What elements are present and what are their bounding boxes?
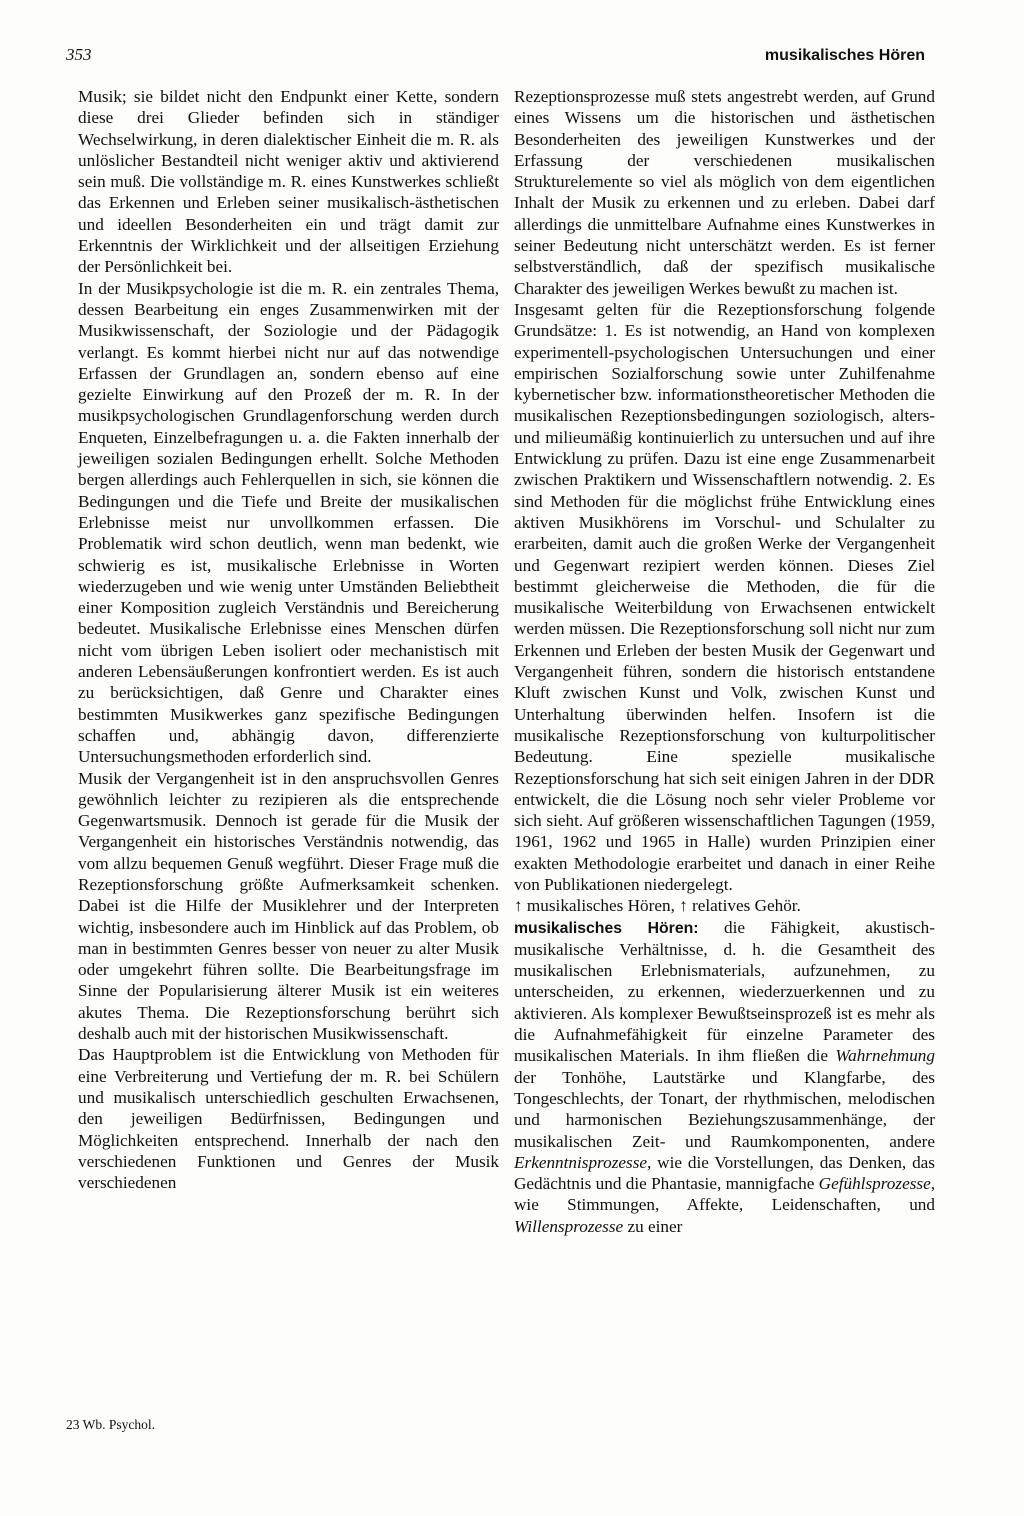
entry-text: , wie Stimmungen, Affekte, Leidenschaften, und [514, 1174, 935, 1215]
entry-term: musikalisches Hören: [514, 919, 699, 937]
dictionary-entry [514, 917, 935, 1237]
paragraph: Musik; sie bildet nicht den Endpunkt einer Kette, sondern diese drei Glieder befinden sich in ständiger Wechselwirkung, in deren dialektischer Einheit die m. R. als unlöslicher Bestandteil nicht weniger aktiv und aktivierend sein muß. Die vollständige m. R. eines Kunstwerkes schließt das Erkennen und Erleben seiner musikalisch-ästhetischen und ideellen Besonderheiten ein und trägt damit zur Erkenntnis der Wirklichkeit und der allseitigen Erziehung der Persönlichkeit bei. [78, 87, 499, 277]
entry-emphasis: Willensprozesse [514, 1216, 624, 1236]
paragraph: Das Hauptproblem ist die Entwicklung von Methoden für eine Verbreiterung und Vertiefung der m. R. bei Schülern und musikalisch unterschiedlich geschulten Erwachsenen, den jeweiligen Bedürfnissen, Bedingungen und Möglichkeiten entsprechend. Innerhalb der nach den verschiedenen Funktionen und Genres der Musik verschiedenen [78, 1045, 499, 1193]
right-column [514, 86, 935, 1237]
cross-reference: ↑ musikalisches Hören, ↑ relatives Gehör. [514, 896, 801, 916]
left-column [78, 86, 499, 1193]
entry-text: die Fähigkeit, akustisch-musikalische Verhältnisse, d. h. die Gesamtheit des musikalischen Erlebnismaterials, aufzunehmen, zu unterscheiden, zu erkennen, wiederzuerkennen und zu aktivieren. Als komplexer Bewußtseinsprozeß ist es mehr als die Aufnahmefähigkeit für einzelne Parameter des musikalischen Materials. In ihm fließen die [514, 917, 935, 1066]
entry-emphasis: Erkenntnisprozesse [514, 1152, 648, 1172]
paragraph: In der Musikpsychologie ist die m. R. ein zentrales Thema, dessen Bearbeitung ein enges Zusammenwirken mit der Musikwissenschaft, der Soziologie und der Pädagogik verlangt. Es kommt hierbei nicht nur auf das notwendige Erfassen der Grundlagen an, sondern ebenso auf eine gezielte Einwirkung auf den Prozeß der m. R. In der musikpsychologischen Grundlagenforschung werden durch Enqueten, Einzelbefragungen u. a. die Fakten innerhalb der jeweiligen sozialen Bedingungen erhellt. Solche Methoden bergen allerdings auch Fehlerquellen in sich, sie können die Bedingungen und die Tiefe und Breite der musikalischen Erlebnisse meist nur unvollkommen erfassen. Die Problematik wird schon deutlich, wenn man bedenkt, wie schwierig es ist, musikalische Erlebnisse in Worten wiederzugeben und wie wenig unter Umständen Beliebtheit einer Komposition zugleich Verständnis und Bereicherung bedeutet. Musikalische Erlebnisse eines Menschen dürfen nicht vom übrigen Leben isoliert oder mechanistisch mit anderen Lebensäußerungen konfrontiert werden. Es ist auch zu berücksichtigen, daß Genre und Charakter eines bestimmten Musikwerkes ganz spezifische Bedingungen schaffen und, abhängig davon, differenzierte Untersuchungsmethoden erforderlich sind. [78, 278, 499, 767]
page-number: 353 [66, 45, 92, 64]
entry-text: der Tonhöhe, Lautstärke und Klangfarbe, des Tongeschlechts, der Tonart, der rhythmischen, melodischen und harmonischen Beziehungszusammenhänge, der musikalischen Zeit- und Raumkomponenten, andere [514, 1067, 935, 1151]
paragraph: Musik der Vergangenheit ist in den anspruchsvollen Genres gewöhnlich leichter zu rezipieren als die entsprechende Gegenwartsmusik. Dennoch ist gerade für die Musik der Vergangenheit ein historisches Verständnis notwendig, das vom allzu bequemen Genuß wegführt. Dieser Frage muß die Rezeptionsforschung größte Aufmerksamkeit schenken. Dabei ist die Hilfe der Musiklehrer und der Interpreten wichtig, insbesondere auch im Hinblick auf das Problem, ob man in bestimmten Genres besser von neuer zu alter Musik oder umgekehrt führen sollte. Die Bearbeitungsfrage im Sinne der Popularisierung älterer Musik ist ein weiteres akutes Thema. Die Rezeptionsforschung berührt sich deshalb auch mit der historischen Musikwissenschaft. [78, 768, 499, 1044]
footer-signature: 23 Wb. Psychol. [66, 1417, 156, 1432]
entry-emphasis: Gefühlsprozesse [818, 1174, 931, 1194]
paragraph: Rezeptionsprozesse muß stets angestrebt werden, auf Grund eines Wissens um die historischen und ästhetischen Besonderheiten des jeweiligen Kunstwerkes und der Erfassung der verschiedenen musikalischen Strukturelemente so viel als möglich von dem eigentlichen Inhalt der Musik zu erkennen und zu erleben. Dabei darf allerdings die unmittelbare Aufnahme eines Kunstwerkes in seiner Bedeutung nicht unterschätzt werden. Es ist ferner selbstverständlich, daß der spezifisch musikalische Charakter des jeweiligen Werkes bewußt zu machen ist. [514, 87, 935, 298]
entry-text: , wie die Vorstellungen, das Denken, das Gedächtnis und die Phantasie, mannigfache [514, 1152, 935, 1194]
running-head: musikalisches Hören [764, 47, 925, 64]
entry-text: zu einer [623, 1216, 683, 1236]
paragraph: Insgesamt gelten für die Rezeptionsforschung folgende Grundsätze: 1. Es ist notwendig, an Hand von komplexen experimentell-psychologischen Untersuchungen und einer empirischen Sozialforschung sowie unter Zuhilfenahme kybernetischer bzw. informationstheoretischer Methoden die musikalischen Rezeptionsbedingungen soziologisch, alters- und milieumäßig kontinuierlich zu untersuchen und auf ihre Entwicklung zu prüfen. Dazu ist eine enge Zusammenarbeit zwischen Praktikern und Wissenschaftlern notwendig. 2. Es sind Methoden für die möglichst frühe Entwicklung eines aktiven Musikhörens im Vorschul- und Schulalter zu erarbeiten, damit auch die großen Werke der Vergangenheit und Gegenwart rezipiert werden können. Dieses Ziel bestimmt gleicherweise die Methoden, die für die musikalische Weiterbildung von Erwachsenen entwickelt werden müssen. Die Rezeptionsforschung soll nicht nur zum Erkennen und Erleben der besten Musik der Gegenwart und Vergangenheit führen, sondern die historisch entstandene Kluft zwischen Kunst und Volk, zwischen Kunst und Unterhaltung überwinden helfen. Insofern ist die musikalische Rezeptionsforschung von kulturpolitischer Bedeutung. Eine spezielle musikalische Rezeptionsforschung hat sich seit einigen Jahren in der DDR entwickelt, die die Lösung noch sehr vieler Probleme vor sich sieht. Auf größeren wissenschaftlichen Tagungen (1959, 1961, 1962 und 1965 in Halle) wurden Prinzipien einer exakten Methodologie erarbeitet und danach in einer Reihe von Publikationen niedergelegt. [514, 299, 935, 894]
entry-emphasis: Wahrnehmung [835, 1046, 935, 1066]
